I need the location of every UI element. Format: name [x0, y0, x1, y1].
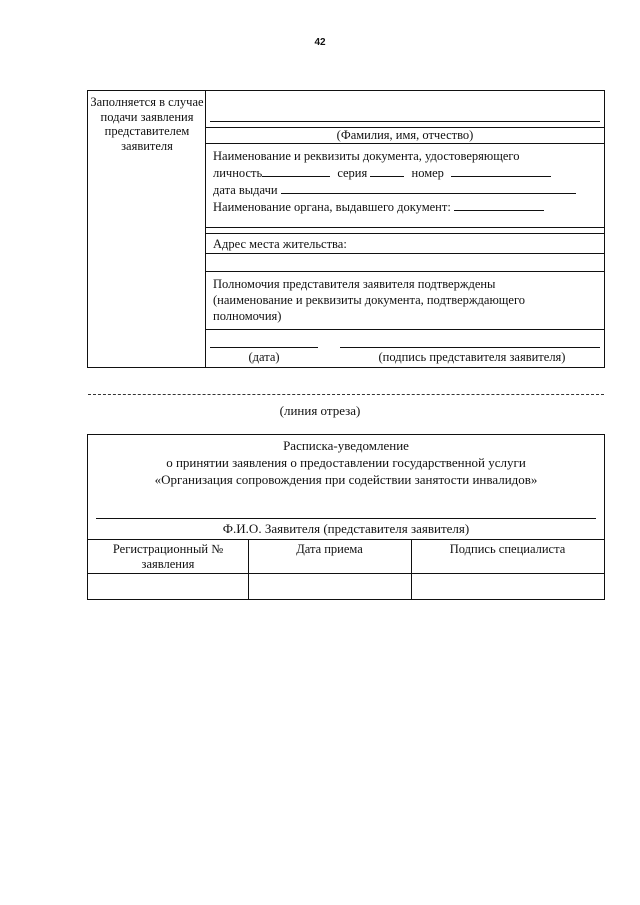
issue-date-row	[213, 183, 576, 198]
issue-date-label: дата выдачи	[213, 183, 278, 197]
issue-date-blank[interactable]	[281, 183, 576, 194]
fio-underline	[210, 121, 600, 122]
address-label: Адрес места жительства:	[213, 237, 347, 251]
doc-identity-row	[213, 166, 551, 181]
representative-side-cell	[88, 91, 206, 367]
page-number: 42	[314, 37, 326, 48]
cut-line-label: (линия отреза)	[279, 403, 361, 418]
receipt-table	[88, 539, 604, 599]
cell-date[interactable]	[248, 574, 411, 598]
doc-number-blank[interactable]	[451, 166, 551, 177]
receipt-table-top	[88, 539, 604, 540]
cell-reg-number[interactable]	[88, 574, 248, 598]
issuer-label: Наименование органа, выдавшего документ:	[213, 200, 451, 214]
doc-series-blank[interactable]	[370, 166, 404, 177]
address-divider-2	[206, 271, 604, 272]
receipt-subtitle-1: о принятии заявления о предоставлении государственной услуги	[166, 455, 526, 470]
doc-identity-label: личность	[213, 166, 263, 180]
representative-side-label: Заполняется в случае подачи заявления представителем заявителя	[90, 95, 204, 153]
doc-identity-blank[interactable]	[262, 166, 330, 177]
receipt-fio-underline	[96, 518, 596, 519]
authority-line-2: (наименование и реквизиты документа, подтверждающего	[213, 293, 526, 307]
fio-caption: (Фамилия, имя, отчество)	[336, 128, 474, 142]
col-header-date: Дата приема	[296, 542, 363, 556]
authority-line-3: полномочия)	[213, 309, 282, 323]
signature-underline	[340, 347, 600, 348]
authority-line-1: Полномочия представителя заявителя подтверждены	[213, 277, 496, 291]
receipt-notice	[87, 434, 605, 600]
doc-divider-1	[206, 227, 604, 228]
doc-divider-2	[206, 233, 604, 234]
doc-number-label: номер	[411, 166, 444, 180]
doc-series-label: серия	[337, 166, 368, 180]
col-header-signature: Подпись специалиста	[449, 542, 566, 556]
cell-signature[interactable]	[411, 574, 604, 598]
fio-caption-divider	[206, 143, 604, 144]
authority-divider	[206, 329, 604, 330]
receipt-subtitle-2: «Организация сопровождения при содействии занятости инвалидов»	[154, 472, 538, 487]
representative-fields	[206, 91, 604, 367]
receipt-title: Расписка-уведомление	[283, 438, 409, 453]
issuer-row	[213, 200, 544, 215]
representative-form	[87, 90, 605, 368]
doc-line-1: Наименование и реквизиты документа, удостоверяющего	[213, 149, 520, 163]
col-header-reg-number: Регистрационный № заявления	[112, 542, 224, 571]
date-underline	[210, 347, 318, 348]
issuer-blank[interactable]	[454, 200, 544, 211]
cut-line	[88, 394, 604, 395]
signature-caption: (подпись представителя заявителя)	[378, 350, 566, 364]
receipt-fio-caption: Ф.И.О. Заявителя (представителя заявителя)	[222, 521, 470, 536]
address-divider-1	[206, 253, 604, 254]
date-caption: (дата)	[248, 350, 280, 364]
